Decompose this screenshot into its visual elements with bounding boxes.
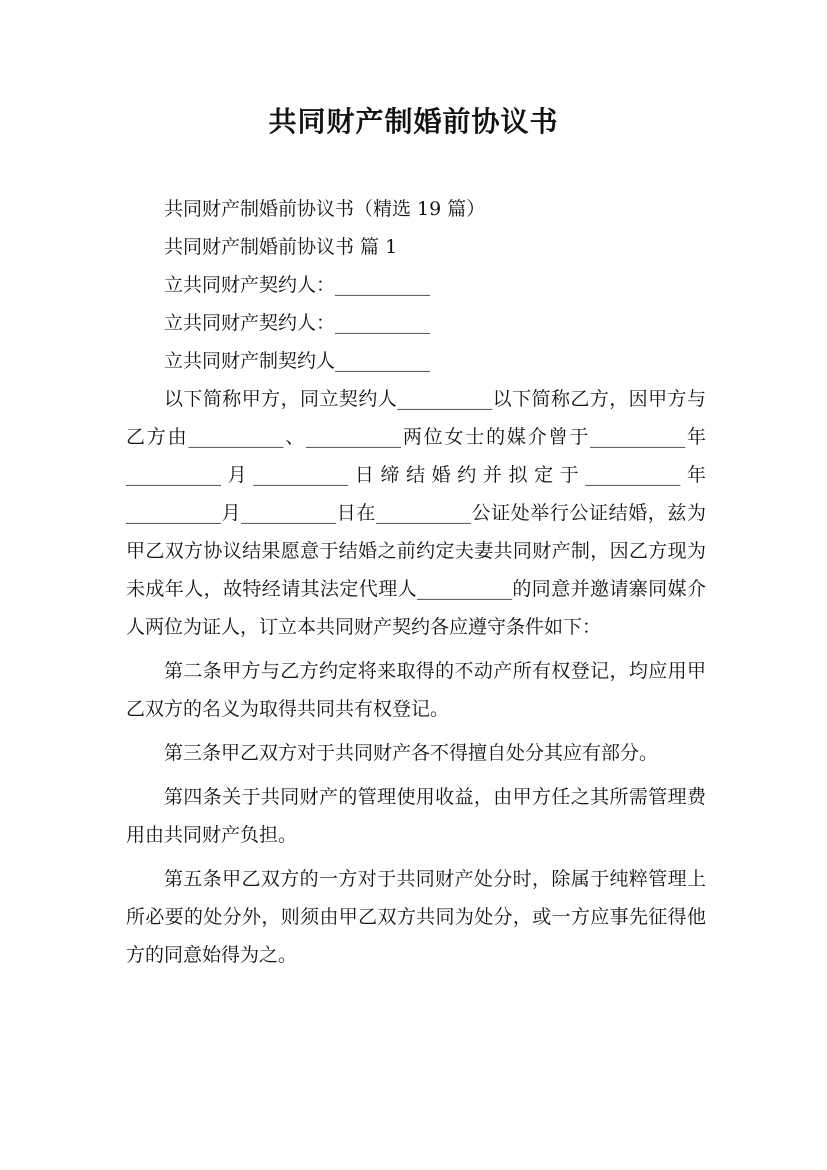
clause-paragraph: 第四条关于共同财产的管理使用收益，由甲方任之其所需管理费用由共同财产负担。 <box>126 786 706 846</box>
document-title: 共同财产制婚前协议书 <box>268 105 559 138</box>
party-line: 立共同财产制契约人__________ <box>164 350 431 372</box>
subtitle-line: 共同财产制婚前协议书（精选 19 篇） <box>164 198 486 220</box>
clause-paragraph: 第五条甲乙双方的一方对于共同财产处分时，除属于纯粹管理上所必要的处分外，则须由甲乙双方共同为处分，或一方应事先征得他方的同意始得为之。 <box>126 868 706 966</box>
clause-paragraph: 第三条甲乙双方对于共同财产各不得擅自处分其应有部分。 <box>164 742 659 764</box>
party-line: 立共同财产契约人：__________ <box>164 274 431 296</box>
document-body <box>126 190 706 974</box>
clause-paragraph: 第二条甲方与乙方约定将来取得的不动产所有权登记，均应用甲乙双方的名义为取得共同共有权登记。 <box>126 660 706 720</box>
section-heading: 共同财产制婚前协议书 篇 1 <box>164 236 398 258</box>
preamble-paragraph: 以下简称甲方，同立契约人__________以下简称乙方，因甲方与乙方由__________、__________两位女士的媒介曾于__________年__________月__________日缔结婚约并拟定于__________年__________月__________日在__________公证处举行公证结婚，兹为甲乙双方协议结果愿意于结婚之前约定夫妻共同财产制，因乙方现为未成年人，故特经请其法定代理人__________的同意并邀请寨同媒介人两位为证人，订立本共同财产契约各应遵守条件如下： <box>126 388 706 638</box>
party-line: 立共同财产契约人：__________ <box>164 312 431 334</box>
